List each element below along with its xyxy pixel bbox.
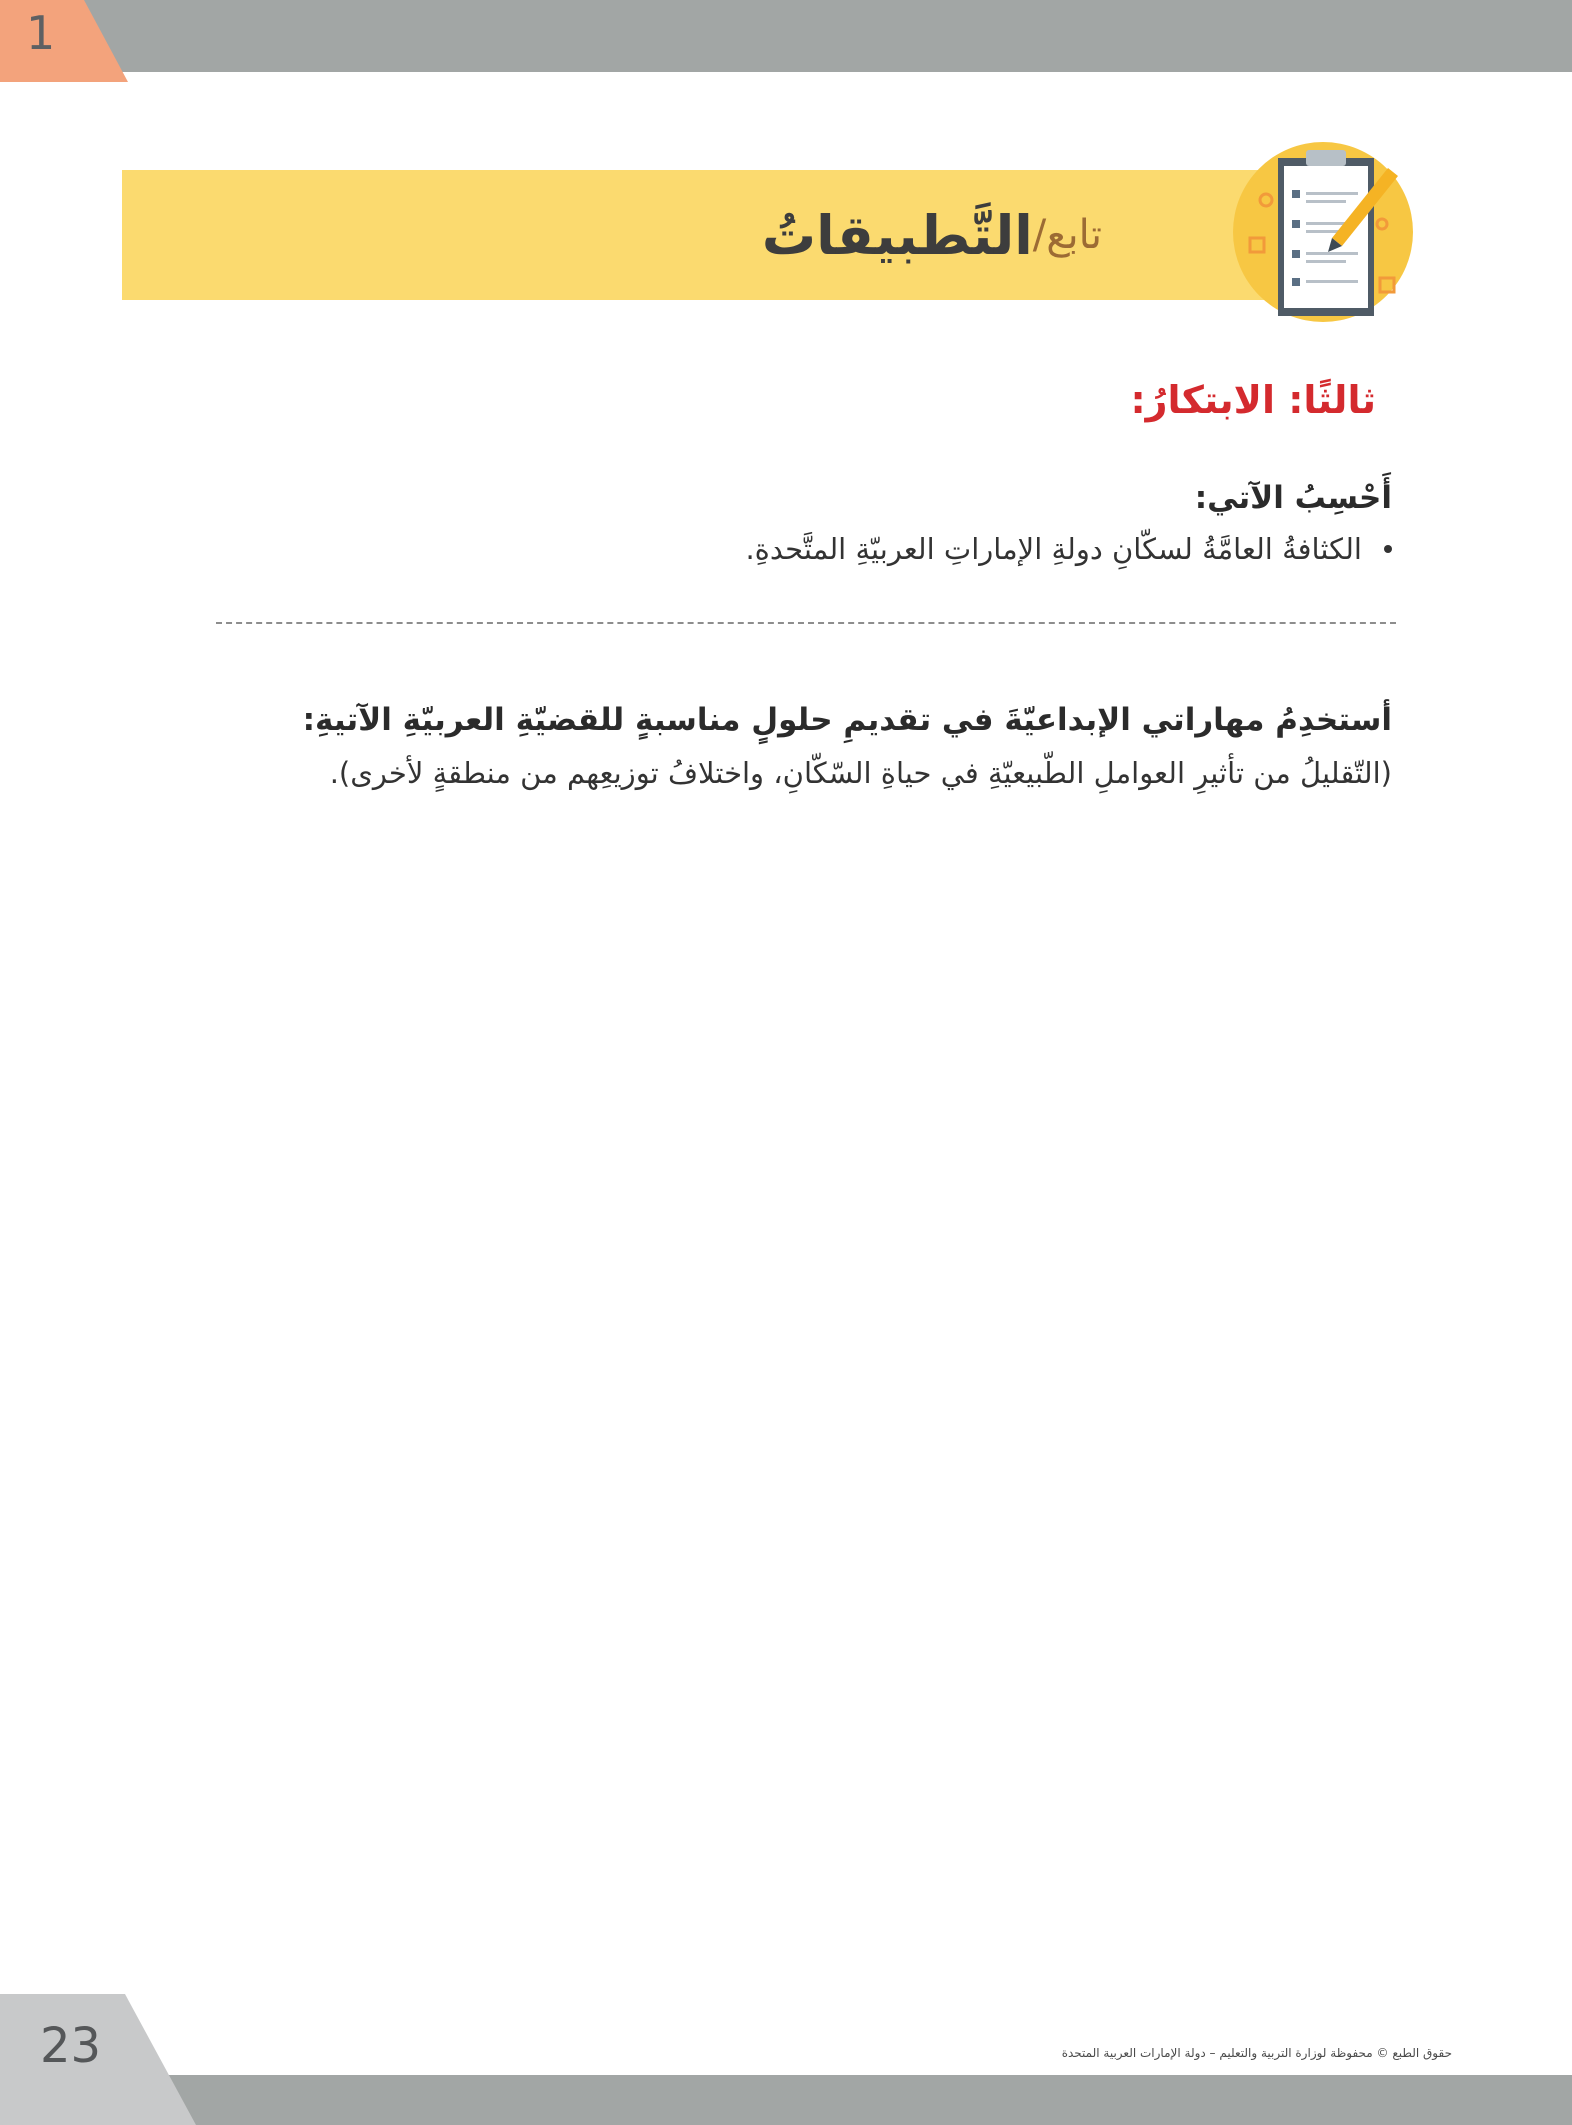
banner-main-title: التَّطبيقاتُ: [761, 203, 1033, 267]
answer-line[interactable]: [216, 622, 1396, 624]
clipboard-checklist-icon: [1232, 128, 1414, 336]
question1-item-text: الكثافةُ العامَّةُ لسكّانِ دولةِ الإماراتِ العربيّةِ المتَّحدةِ.: [745, 532, 1362, 566]
banner-prefix: تابع/: [1032, 212, 1102, 258]
question2-prompt: أستخدِمُ مهاراتي الإبداعيّةَ في تقديمِ حلولٍ مناسبةٍ للقضيّةِ العربيّةِ الآتيةِ:: [302, 702, 1392, 738]
title-banner: [122, 170, 1282, 300]
banner-title: [762, 170, 1102, 300]
question2-text: (التّقليلُ من تأثيرِ العواملِ الطّبيعيّةِ في حياةِ السّكّانِ، واختلافُ توزيعِهم من منطقةٍ لأخرى).: [329, 756, 1392, 790]
bullet-icon: [1384, 545, 1392, 553]
unit-number: 1: [26, 6, 56, 60]
top-header-bar: [0, 0, 1572, 72]
section-heading: ثالثًا: الابتكارُ:: [1130, 378, 1376, 422]
bottom-footer-bar: [0, 2075, 1572, 2125]
page-number: 23: [40, 2018, 102, 2074]
question1-list-item: [212, 532, 1392, 566]
question1-prompt: أَحْسِبُ الآتي:: [1194, 480, 1392, 516]
footer-copyright: حقوق الطبع © محفوظة لوزارة التربية والتعليم – دولة الإمارات العربية المتحدة: [1061, 2046, 1452, 2060]
